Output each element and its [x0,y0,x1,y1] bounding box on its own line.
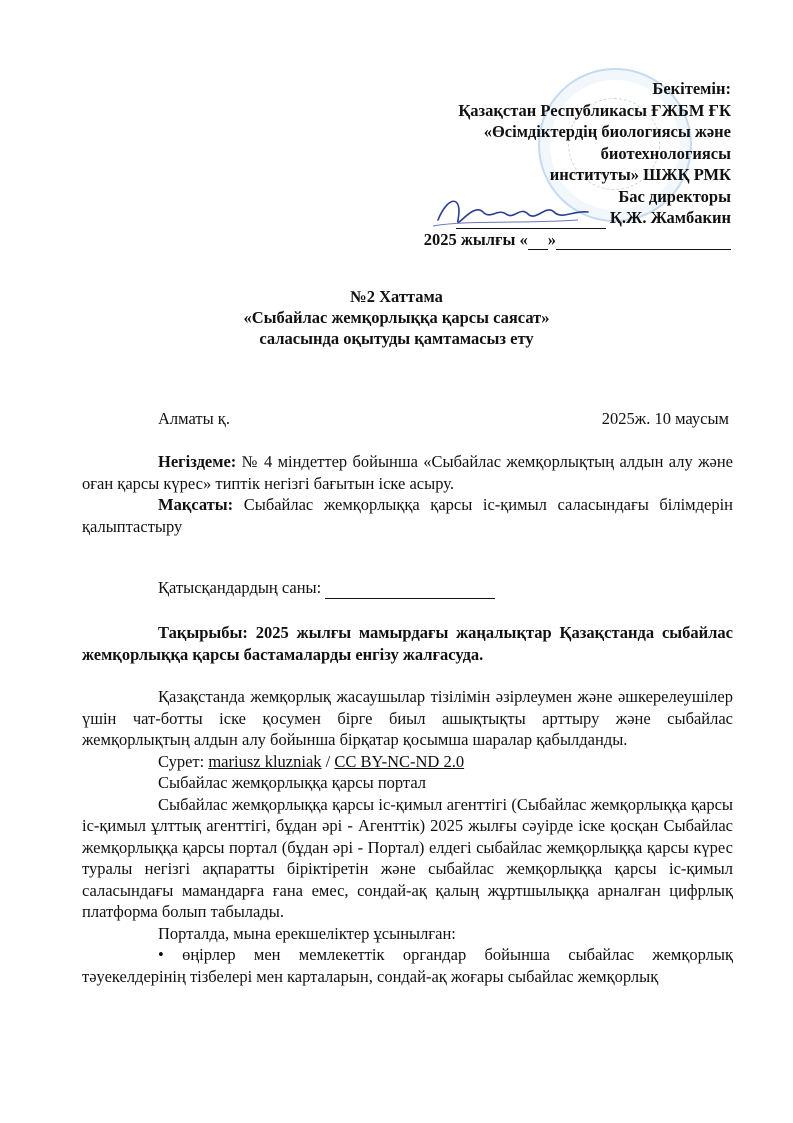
basis-goal-section [82,451,733,537]
place-date-row [158,409,729,429]
photo-credit [82,751,733,773]
approval-date-mid: » [547,229,556,249]
protocol-number: №2 Хаттама [350,287,443,306]
date-day-blank [528,233,548,250]
photo-separator: / [321,751,335,771]
topic-paragraph [82,622,733,665]
participants-section [82,577,733,599]
title-line2: «Сыбайлас жемқорлыққа қарсы саясат» [243,308,550,327]
paragraph-4: • өңірлер мен мемлекеттік органдар бойынша сыбайлас жемқорлық тәуекелдерінің тізбелері мен карталарын, сондай-ақ жоғары сыбайлас жемқорлық [82,945,733,986]
date-month-blank [556,233,731,250]
goal-label: Мақсаты: [158,495,234,514]
approval-org-line1: Қазақстан Республикасы ҒЖБМ ҒК [458,100,731,120]
signature-blank [456,212,606,229]
approval-org-line2: «Өсімдіктердің биологиясы және [483,122,731,141]
photo-author-link[interactable]: mariusz kluzniak [208,751,322,771]
approval-org-line4: институты» ШЖҚ РМК [549,165,731,184]
title-line3: саласында оқытуды қамтамасыз ету [259,329,534,348]
approval-name: Қ.Ж. Жамбакин [609,208,731,227]
topic-text: 2025 жылғы мамырдағы жаңалықтар Қазақстанда сыбайлас жемқорлыққа қарсы бастамаларды енгізу жалғасуда. [82,623,733,664]
date: 2025ж. 10 маусым [601,409,729,428]
approval-position: Бас директоры [618,186,731,206]
topic-section [82,622,733,665]
main-text-section [82,686,733,987]
approval-date-line [391,229,731,251]
approval-org-line3: биотехнологиясы [600,143,731,163]
document-title [0,286,793,349]
approval-heading: Бекітемін: [652,79,731,98]
approval-block [391,78,731,250]
participants-count-blank [325,582,495,599]
basis-label: Негіздеме: [158,452,237,471]
approval-signature-line [391,207,731,229]
photo-prefix: Сурет: [158,751,209,771]
approval-date-year: 2025 жылғы « [423,229,528,249]
participants-label: Қатысқандардың саны: [158,578,326,597]
paragraph-3: Порталда, мына ерекшеліктер ұсынылған: [158,923,456,943]
paragraph-2: Сыбайлас жемқорлыққа қарсы іс-қимыл агенттігі (Сыбайлас жемқорлыққа қарсы іс-қимыл ұлттық агенттігі, бұдан әрі - Агенттік) 2025 жылғы сәуірде іске қосқан Сыбайлас жемқорлыққа қарсы портал (бұдан әрі - Портал) елдегі сыбайлас жемқорлыққа қарсы күрес туралы негізгі ақпаратты біріктіретін және сыбайлас жемқорлыққа қарсы іс-қимыл саласындағы мамандарға ғана емес, сондай-ақ қалың жұртшылыққа арналған цифрлық платформа болып табылады. [82,794,733,921]
participants-paragraph [82,577,733,599]
photo-license-link[interactable]: CC BY-NC-ND 2.0 [334,751,465,771]
goal-text: Сыбайлас жемқорлыққа қарсы іс-қимыл саласындағы білімдерін қалыптастыру [82,495,733,536]
basis-paragraph [82,451,733,494]
topic-label: Тақырыбы: [158,623,248,642]
goal-paragraph [82,494,733,537]
place: Алматы қ. [158,409,230,428]
basis-text: № 4 міндеттер бойынша «Сыбайлас жемқорлықтың алдын алу және оған қарсы күрес» типтік негізгі бағытын іске асыру. [82,452,733,493]
portal-heading: Сыбайлас жемқорлыққа қарсы портал [158,773,427,792]
paragraph-1: Қазақстанда жемқорлық жасаушылар тізілімін әзірлеумен және әшкерелеушілер үшін чат-ботты іске қосумен бірге биыл ашықтықты арттыру және сыбайлас жемқорлықтың алдын алу бойынша бірқатар қосымша шаралар қабылданды. [82,687,733,749]
